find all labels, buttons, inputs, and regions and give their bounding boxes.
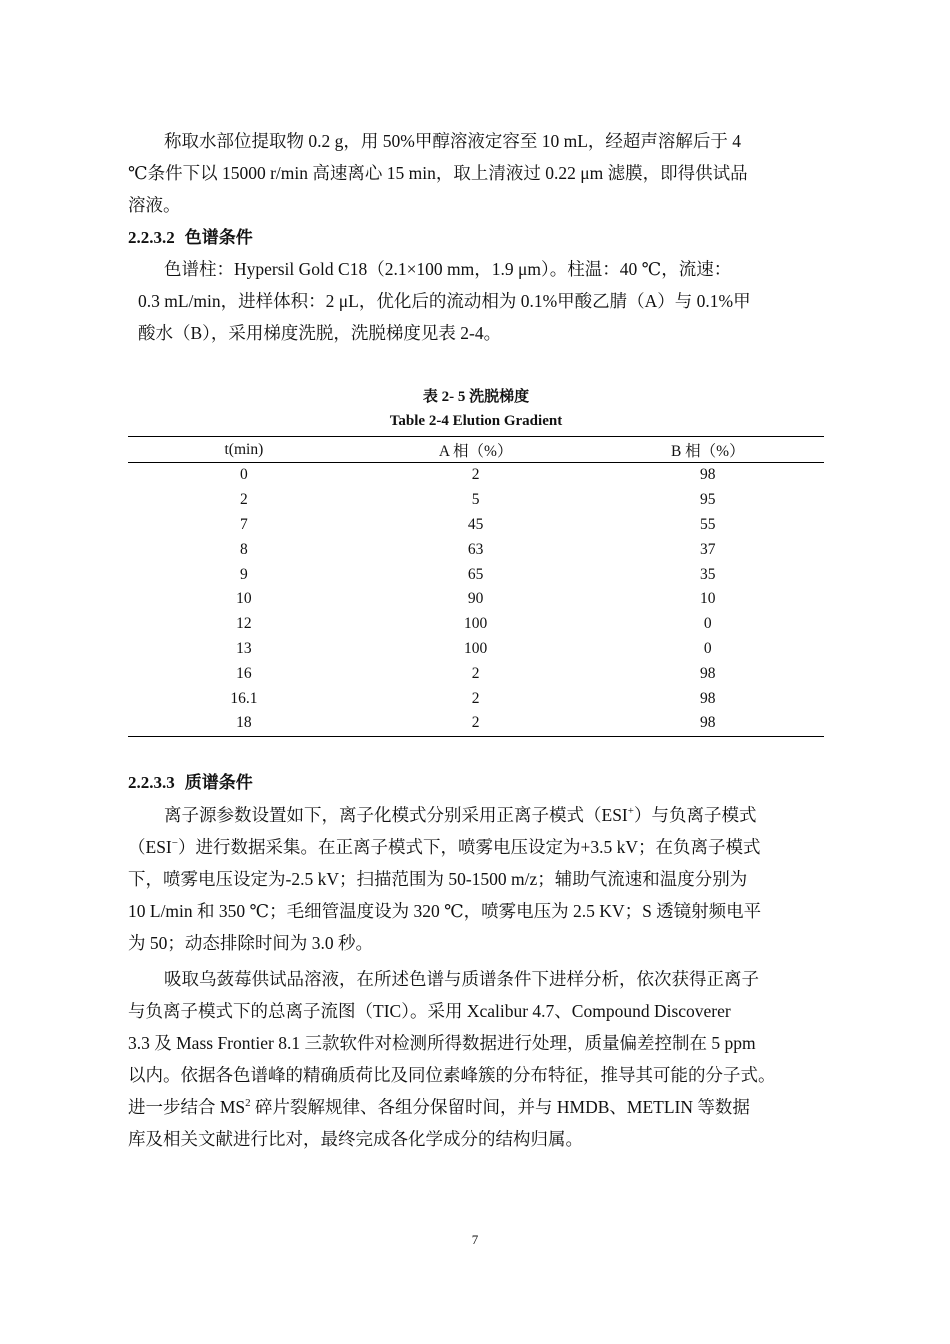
table-row xyxy=(128,562,824,587)
table-cell: 95 xyxy=(700,491,716,509)
text-line: 下，喷雾电压设定为-2.5 kV；扫描范围为 50-1500 m/z；辅助气流速和温度分别为 xyxy=(128,869,748,889)
table-cell: 100 xyxy=(464,615,488,633)
table-row xyxy=(128,463,824,488)
table-cell: 98 xyxy=(592,711,824,736)
table-cell: 8 xyxy=(240,540,248,558)
column-header: A 相（%） xyxy=(360,437,592,463)
table-cell: 45 xyxy=(467,515,484,533)
table-cell: 13 xyxy=(236,639,252,657)
table-cell: 98 xyxy=(700,689,716,707)
section-heading-chromatography xyxy=(128,226,253,250)
text-line: 3.3 及 Mass Frontier 8.1 三款软件对检测所得数据进行处理，质量偏差控制在 5 ppm xyxy=(128,1033,756,1053)
text-line: 库及相关文献进行比对，最终完成各化学成分的结构归属。 xyxy=(128,1129,583,1149)
table-header-row xyxy=(128,437,824,463)
paragraph-chromatography xyxy=(138,253,824,349)
table-row xyxy=(128,513,824,538)
table-cell: 0 xyxy=(240,466,248,484)
text-line: 10 L/min 和 350 ℃；毛细管温度设为 320 ℃，喷雾电压为 2.5 KV；S 透镜射频电平 xyxy=(128,901,762,921)
column-header: t(min) xyxy=(128,437,360,463)
table-cell: 63 xyxy=(467,540,484,558)
table-caption-en: Table 2-4 Elution Gradient xyxy=(389,413,563,429)
table-row xyxy=(128,488,824,513)
table-row xyxy=(128,686,824,711)
text-fragment: ）进行数据采集。在正离子模式下，喷雾电压设定为+3.5 kV；在负离子模式 xyxy=(177,837,761,857)
table-cell: 55 xyxy=(700,515,716,533)
text-fragment: 碎片裂解规律、各组分保留时间，并与 HMDB、METLIN 等数据 xyxy=(250,1097,750,1117)
text-fragment: 进一步结合 MS xyxy=(128,1097,246,1117)
text-fragment: ）与负离子模式 xyxy=(633,805,757,825)
text-fragment: （ESI xyxy=(128,837,172,857)
table-cell: 2 xyxy=(471,466,480,484)
table-cell: 90 xyxy=(467,590,484,608)
table-cell: 16 xyxy=(236,664,252,682)
table-cell: 7 xyxy=(240,515,248,533)
table-cell: 5 xyxy=(471,491,480,509)
table-cell: 37 xyxy=(700,540,716,558)
table-cell: 2 xyxy=(360,711,592,736)
table-cell: 100 xyxy=(464,639,488,657)
table-cell: 65 xyxy=(467,565,484,583)
table-cell: 35 xyxy=(700,565,716,583)
table-cell: 2 xyxy=(471,689,480,707)
table-cell: 98 xyxy=(700,466,716,484)
text-line: 为 50；动态排除时间为 3.0 秒。 xyxy=(128,933,373,953)
table-cell: 98 xyxy=(700,664,716,682)
superscript: 2 xyxy=(245,1097,251,1110)
table-body xyxy=(128,463,824,737)
text-line: 称取水部位提取物 0.2 g，用 50%甲醇溶液定容至 10 mL，经超声溶解后于 4 xyxy=(164,131,742,151)
text-line: 色谱柱：Hypersil Gold C18（2.1×100 mm，1.9 μm）。柱温：40 ℃，流速： xyxy=(164,259,732,279)
text-line: 与负离子模式下的总离子流图（TIC）。采用 Xcalibur 4.7、Compound Discoverer xyxy=(128,1001,731,1021)
table-row xyxy=(128,537,824,562)
section-number: 2.2.3.3 xyxy=(128,773,175,792)
elution-gradient-table xyxy=(128,436,824,737)
page-number: 7 xyxy=(471,1232,479,1247)
section-heading-mass-spec xyxy=(128,771,253,795)
table-caption-cn: 表 2- 5 洗脱梯度 xyxy=(422,389,530,405)
superscript: − xyxy=(171,837,178,850)
superscript: + xyxy=(627,805,634,818)
text-line: 以内。依据各色谱峰的精确质荷比及同位素峰簇的分布特征，推导其可能的分子式。 xyxy=(128,1065,776,1085)
text-line: 0.3 mL/min，进样体积：2 μL，优化后的流动相为 0.1%甲酸乙腈（A）与 0.1%甲 xyxy=(138,291,751,311)
text-line: 酸水（B），采用梯度洗脱，洗脱梯度见表 2-4。 xyxy=(138,323,502,343)
table-cell: 18 xyxy=(128,711,360,736)
table-cell: 12 xyxy=(236,615,252,633)
table-row xyxy=(128,637,824,662)
text-line: ℃条件下以 15000 r/min 高速离心 15 min，取上清液过 0.22 μm 滤膜，即得供试品 xyxy=(128,163,748,183)
table-cell: 0 xyxy=(703,639,712,657)
text-fragment: 离子源参数设置如下，离子化模式分别采用正离子模式（ESI xyxy=(164,805,628,825)
paragraph-mass-spec xyxy=(128,799,824,959)
text-line xyxy=(128,799,824,831)
table-cell: 9 xyxy=(240,565,248,583)
table-row xyxy=(128,612,824,637)
table-cell: 2 xyxy=(471,664,480,682)
section-number: 2.2.3.2 xyxy=(128,228,175,247)
paragraph-analysis xyxy=(128,963,824,1155)
table-row xyxy=(128,711,824,736)
table-cell: 10 xyxy=(236,590,252,608)
table-cell: 16.1 xyxy=(230,689,258,707)
table-cell: 2 xyxy=(240,491,248,509)
table-cell: 0 xyxy=(703,615,712,633)
section-title: 质谱条件 xyxy=(184,773,253,792)
text-line xyxy=(128,831,824,863)
table-row xyxy=(128,587,824,612)
column-header: B 相（%） xyxy=(592,437,824,463)
text-line xyxy=(128,1091,824,1123)
paragraph-sample-prep xyxy=(128,125,824,221)
table-row xyxy=(128,661,824,686)
text-line: 溶液。 xyxy=(128,195,181,215)
table-cell: 10 xyxy=(700,590,716,608)
section-title: 色谱条件 xyxy=(184,228,253,247)
text-line: 吸取乌蔹莓供试品溶液，在所述色谱与质谱条件下进样分析，依次获得正离子 xyxy=(164,969,759,989)
